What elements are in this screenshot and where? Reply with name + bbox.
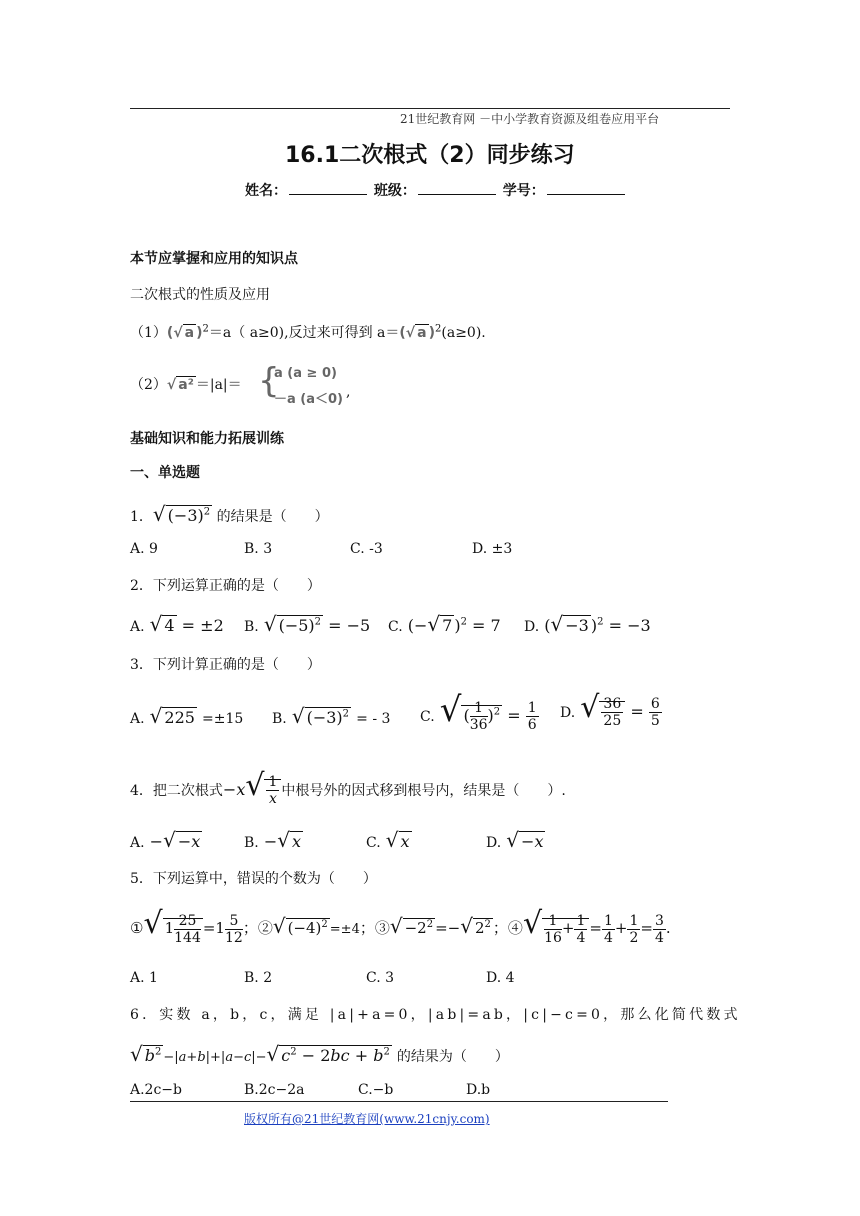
question-1: 1．√ $(-3)^2$ 的结果是（ ） — [130, 502, 329, 526]
q1-option-b: B. 3 — [244, 541, 273, 557]
name-blank — [289, 181, 367, 195]
q2-option-a: A. √ 4 = ±2 — [130, 612, 224, 636]
q4-option-b: B. −√ x — [244, 828, 302, 852]
class-label: 班级： — [373, 183, 416, 199]
question-5: 5．下列运算中，错误的个数为（ ） — [130, 871, 377, 887]
knowledge-item-2: （2）√ a² ＝|a|＝ — [130, 377, 242, 393]
page-title: 16.1二次根式（2）同步练习 — [285, 143, 575, 168]
q2-option-c: C. (−√ 7 )$^2$ = 7 — [388, 612, 501, 636]
q3-option-d: D. √ $\frac{36}{25}$ = $\frac{6}{5}$ — [560, 690, 660, 729]
knowledge-subheading: 二次根式的性质及应用 — [130, 287, 270, 303]
q4-option-d: D. √ −x — [486, 828, 544, 852]
q3-option-b: B. √ $(-3)^2$ = - 3 — [272, 704, 391, 728]
student-info-line — [245, 180, 627, 200]
id-blank — [547, 181, 625, 195]
question-3: 3．下列计算正确的是（ ） — [130, 657, 321, 673]
header-site: 21世纪教育网 －中小学教育资源及组卷应用平台 — [400, 112, 660, 126]
q4-option-a: A. −√ −x — [130, 828, 201, 852]
q5-option-b: B. 2 — [244, 970, 273, 986]
q1-option-d: D. ±3 — [472, 541, 513, 557]
q6-option-a: A.2c−b — [130, 1082, 183, 1098]
q6-option-b: B.2c−2a — [244, 1082, 305, 1098]
piecewise-case-1: a (a ≥ 0) — [274, 366, 337, 381]
sqrt-a-squared-formula: (√ a ) — [166, 325, 203, 341]
question-6: 6．实数 a，b，c，满足 |a|+a=0，|ab|=ab，|c|−c=0，那么化简代数式 — [130, 1007, 741, 1023]
q2-option-b: B. √ $(-5)^2 = -5$ — [244, 612, 371, 636]
footer-rule — [130, 1101, 668, 1102]
piecewise-brace: { — [258, 361, 280, 401]
question-4: 4．把二次根式−x√ $\frac{1}{x}$ 中根号外的因式移到根号内，结果是（ ）. — [130, 768, 566, 807]
q4-expression: −x√ $\frac{1}{x}$ — [223, 780, 281, 799]
piecewise-case-2: －a (a＜0) — [274, 392, 343, 407]
q3-option-c: C. √ ( $\frac{1}{36}$ )$^2$ = $\frac{1}{6}$ — [420, 690, 537, 733]
q1-radical: √ $(-3)^2$ — [152, 502, 211, 526]
q5-option-a: A. 1 — [130, 970, 158, 986]
q6-option-c: C.−b — [358, 1082, 394, 1098]
name-label: 姓名： — [245, 183, 287, 199]
class-blank — [418, 181, 496, 195]
q1-option-c: C. -3 — [350, 541, 383, 557]
id-label: 学号： — [502, 183, 545, 199]
q5-option-d: D. 4 — [486, 970, 515, 986]
question-2: 2．下列运算正确的是（ ） — [130, 578, 321, 594]
q2-option-d: D. (√ −3 )$^2$ = −3 — [524, 612, 651, 636]
q5-statements: ①√ 1 $\frac{25}{144}$ =1 $\frac{5}{12}$ ；②√ $(-4)^2 =\pm 4$；③√ $-2^2$ =−√ $2^2$ ；④√ $\frac{1}{16}$ + $\frac{1}{4}$ = $\frac{1}{4}$ + $\frac{1}{2}$ = $\frac{3}{4}$ . — [130, 906, 671, 946]
q6-expression: √ $b^2 -|a+b|+|a-c|-√$ $c^2 - 2bc + b^2$ 的结果为（ ） — [130, 1042, 509, 1066]
q3-option-a: A. √ 225 =±15 — [130, 704, 244, 728]
q6-option-d: D.b — [466, 1082, 491, 1098]
section-heading: 基础知识和能力拓展训练 — [130, 431, 284, 447]
footer-copyright-link[interactable]: 版权所有@21世纪教育网(www.21cnjy.com) — [244, 1112, 490, 1126]
sqrt-a-squared-formula-2: (√ a ) — [399, 325, 436, 341]
sqrt-a2-formula: √ a² — [166, 377, 194, 393]
q4-option-c: C. √ x — [366, 828, 410, 852]
knowledge-heading: 本节应掌握和应用的知识点 — [130, 251, 298, 267]
header-rule — [130, 108, 730, 109]
q5-option-c: C. 3 — [366, 970, 395, 986]
knowledge-item-1: （1）(√ a )$^2$＝a（ a≥0),反过来可得到 a＝(√ a )$^2$(a≥0). — [130, 323, 486, 341]
q1-option-a: A. 9 — [130, 541, 158, 557]
piecewise-comma: , — [346, 384, 351, 400]
part-heading: 一、单选题 — [130, 465, 200, 481]
